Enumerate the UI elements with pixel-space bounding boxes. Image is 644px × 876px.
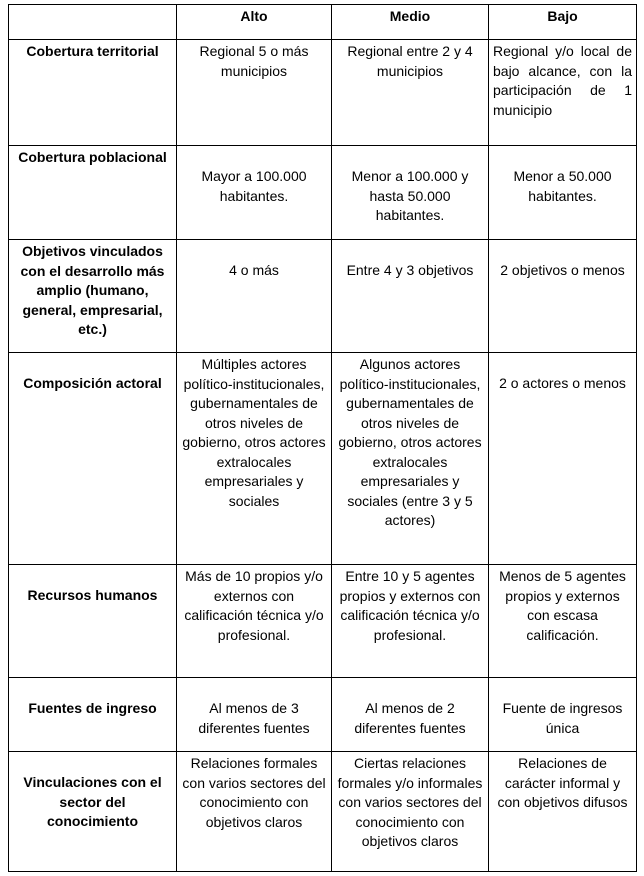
table-cell: Menor a 50.000 habitantes. bbox=[489, 146, 637, 240]
table-row bbox=[9, 240, 637, 353]
table-cell: 2 o actores o menos bbox=[489, 353, 637, 565]
row-label-cobertura-poblacional: Cobertura poblacional bbox=[9, 146, 177, 240]
table-cell: Menor a 100.000 y hasta 50.000 habitantes. bbox=[332, 146, 489, 240]
table-cell: Regional 5 o más municipios bbox=[177, 40, 332, 146]
row-label-objetivos-vinculados: Objetivos vinculados con el desarrollo más amplio (humano, general, empresarial, etc.) bbox=[9, 240, 177, 353]
column-header-bajo: Bajo bbox=[489, 5, 637, 40]
table-header-row bbox=[9, 5, 637, 40]
row-label-composicion-actoral: Composición actoral bbox=[9, 353, 177, 565]
row-label-vinculaciones: Vinculaciones con el sector del conocimiento bbox=[9, 752, 177, 872]
table-cell: Al menos de 3 diferentes fuentes bbox=[177, 678, 332, 752]
table-cell: Algunos actores político-institucionales, gubernamentales de otros niveles de gobierno, otros actores extralocales empresariales y sociales (entre 3 y 5 actores) bbox=[332, 353, 489, 565]
table-cell: Regional y/o local de bajo alcance, con la participación de 1 municipio bbox=[489, 40, 637, 146]
table-cell: Entre 4 y 3 objetivos bbox=[332, 240, 489, 353]
table-cell: Regional entre 2 y 4 municipios bbox=[332, 40, 489, 146]
row-label-recursos-humanos: Recursos humanos bbox=[9, 565, 177, 678]
table-row bbox=[9, 678, 637, 752]
table-row bbox=[9, 353, 637, 565]
table-cell: 4 o más bbox=[177, 240, 332, 353]
table-cell: Más de 10 propios y/o externos con calificación técnica y/o profesional. bbox=[177, 565, 332, 678]
row-label-fuentes-de-ingreso: Fuentes de ingreso bbox=[9, 678, 177, 752]
table-row bbox=[9, 565, 637, 678]
table-row bbox=[9, 146, 637, 240]
table-cell: Fuente de ingresos única bbox=[489, 678, 637, 752]
corner-cell bbox=[9, 5, 177, 40]
table-cell: Relaciones formales con varios sectores del conocimiento con objetivos claros bbox=[177, 752, 332, 872]
table-row bbox=[9, 40, 637, 146]
column-header-medio: Medio bbox=[332, 5, 489, 40]
table-row bbox=[9, 752, 637, 872]
table-cell: Entre 10 y 5 agentes propios y externos con calificación técnica y/o profesional. bbox=[332, 565, 489, 678]
column-header-alto: Alto bbox=[177, 5, 332, 40]
table-cell: Mayor a 100.000 habitantes. bbox=[177, 146, 332, 240]
table-cell: Al menos de 2 diferentes fuentes bbox=[332, 678, 489, 752]
table-cell: Ciertas relaciones formales y/o informales con varios sectores del conocimiento con objetivos claros bbox=[332, 752, 489, 872]
table-cell: Relaciones de carácter informal y con objetivos difusos bbox=[489, 752, 637, 872]
criteria-table bbox=[8, 4, 637, 872]
table-cell: 2 objetivos o menos bbox=[489, 240, 637, 353]
table-cell: Múltiples actores político-institucionales, gubernamentales de otros niveles de gobierno, otros actores extralocales empresariales y sociales bbox=[177, 353, 332, 565]
row-label-cobertura-territorial: Cobertura territorial bbox=[9, 40, 177, 146]
table-cell: Menos de 5 agentes propios y externos con escasa calificación. bbox=[489, 565, 637, 678]
